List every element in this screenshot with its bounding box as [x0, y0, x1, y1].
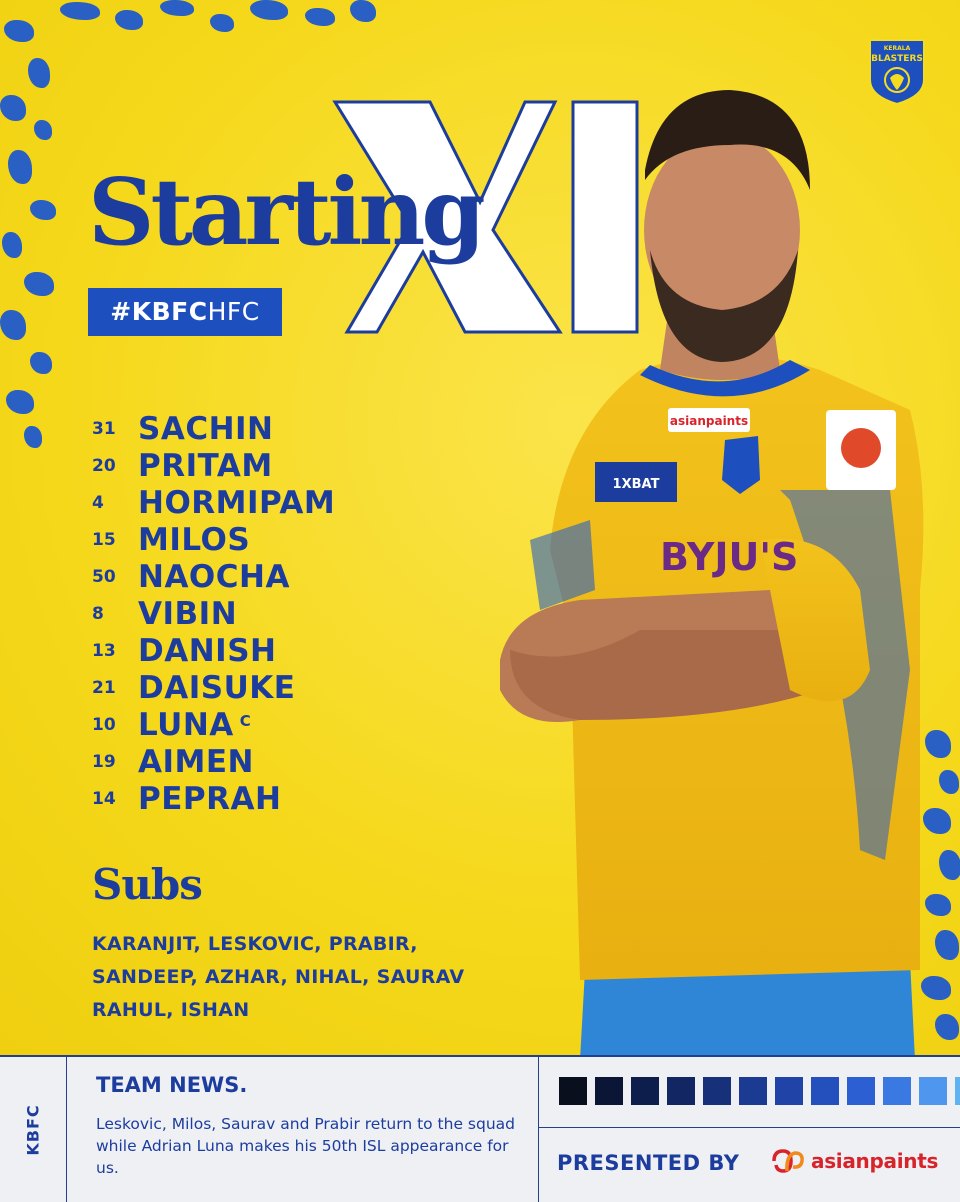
player-name: DAISUKE	[138, 669, 296, 706]
side-label: KBFC	[23, 1104, 43, 1156]
color-swatch	[667, 1077, 695, 1105]
player-number: 19	[92, 751, 116, 772]
svg-text:KERALA: KERALA	[883, 45, 911, 52]
starting-lineup	[92, 410, 341, 817]
presented-by-label: PRESENTED BY	[557, 1151, 740, 1175]
lineup-row	[92, 595, 341, 632]
lineup-row	[92, 632, 341, 669]
player-number: 13	[92, 640, 116, 661]
player-name: AIMEN	[138, 743, 254, 780]
kit-sleeve-sponsor: 1XBAT	[612, 477, 660, 492]
color-swatch	[595, 1077, 623, 1105]
player-name: PEPRAH	[138, 780, 282, 817]
player-name: HORMIPAM	[138, 484, 336, 521]
subs-heading: Subs	[92, 860, 202, 909]
player-number: 14	[92, 788, 116, 809]
lineup-row	[92, 743, 341, 780]
lineup-row	[92, 410, 341, 447]
color-swatches	[559, 1077, 960, 1105]
match-hashtag	[88, 288, 282, 336]
player-number: 8	[92, 603, 104, 624]
subs-line: SANDEEP, AZHAR, NIHAL, SAURAV	[92, 966, 465, 988]
color-swatch	[739, 1077, 767, 1105]
player-name: DANISH	[138, 632, 277, 669]
color-swatch	[955, 1077, 960, 1105]
player-number: 31	[92, 418, 116, 439]
footer-side	[0, 1057, 67, 1202]
player-name: LUNA	[138, 706, 234, 743]
lineup-row	[92, 558, 341, 595]
player-name: VIBIN	[138, 595, 238, 632]
svg-text:XI: XI	[315, 92, 316, 93]
mosaic-top-decoration	[0, 0, 400, 50]
player-number: 15	[92, 529, 116, 550]
color-swatch	[559, 1077, 587, 1105]
hashtag-team: #KBFC	[110, 297, 208, 326]
mosaic-left-decoration	[0, 0, 70, 460]
lineup-row	[92, 484, 341, 521]
player-number: 50	[92, 566, 116, 587]
team-news-body: Leskovic, Milos, Saurav and Prabir return to the squad while Adrian Luna makes his 50th ISL appearance for us.	[96, 1115, 515, 1177]
color-swatch	[631, 1077, 659, 1105]
divider	[539, 1127, 960, 1128]
footer-bar	[0, 1055, 960, 1202]
player-photo	[490, 70, 930, 1055]
player-name: NAOCHA	[138, 558, 290, 595]
lineup-row	[92, 521, 341, 558]
asianpaints-icon	[771, 1147, 805, 1175]
color-swatch	[775, 1077, 803, 1105]
player-number: 21	[92, 677, 116, 698]
footer-right	[538, 1057, 960, 1202]
lineup-row	[92, 706, 341, 743]
captain-badge: C	[239, 711, 251, 730]
color-swatch	[847, 1077, 875, 1105]
player-name: MILOS	[138, 521, 251, 558]
color-swatch	[919, 1077, 947, 1105]
subs-line: RAHUL, ISHAN	[92, 999, 250, 1021]
svg-text:BLASTERS: BLASTERS	[871, 54, 923, 64]
player-name: SACHIN	[138, 410, 274, 447]
lineup-row	[92, 669, 341, 706]
color-swatch	[883, 1077, 911, 1105]
hashtag-opponent: HFC	[207, 297, 260, 326]
player-number: 4	[92, 492, 104, 513]
player-number: 20	[92, 455, 116, 476]
sponsor-logo	[771, 1147, 938, 1175]
kit-chest-sponsor: BYJU'S	[660, 535, 799, 579]
lineup-row	[92, 447, 341, 484]
player-name: PRITAM	[138, 447, 273, 484]
color-swatch	[703, 1077, 731, 1105]
player-number: 10	[92, 714, 116, 735]
subs-line: KARANJIT, LESKOVIC, PRABIR,	[92, 933, 418, 955]
color-swatch	[811, 1077, 839, 1105]
sponsor-name: asianpaints	[811, 1149, 939, 1173]
page-title: Starting	[88, 158, 482, 266]
lineup-row	[92, 780, 341, 817]
team-news-title: TEAM NEWS.	[96, 1073, 248, 1097]
kit-sponsor-top: asianpaints	[669, 414, 749, 428]
